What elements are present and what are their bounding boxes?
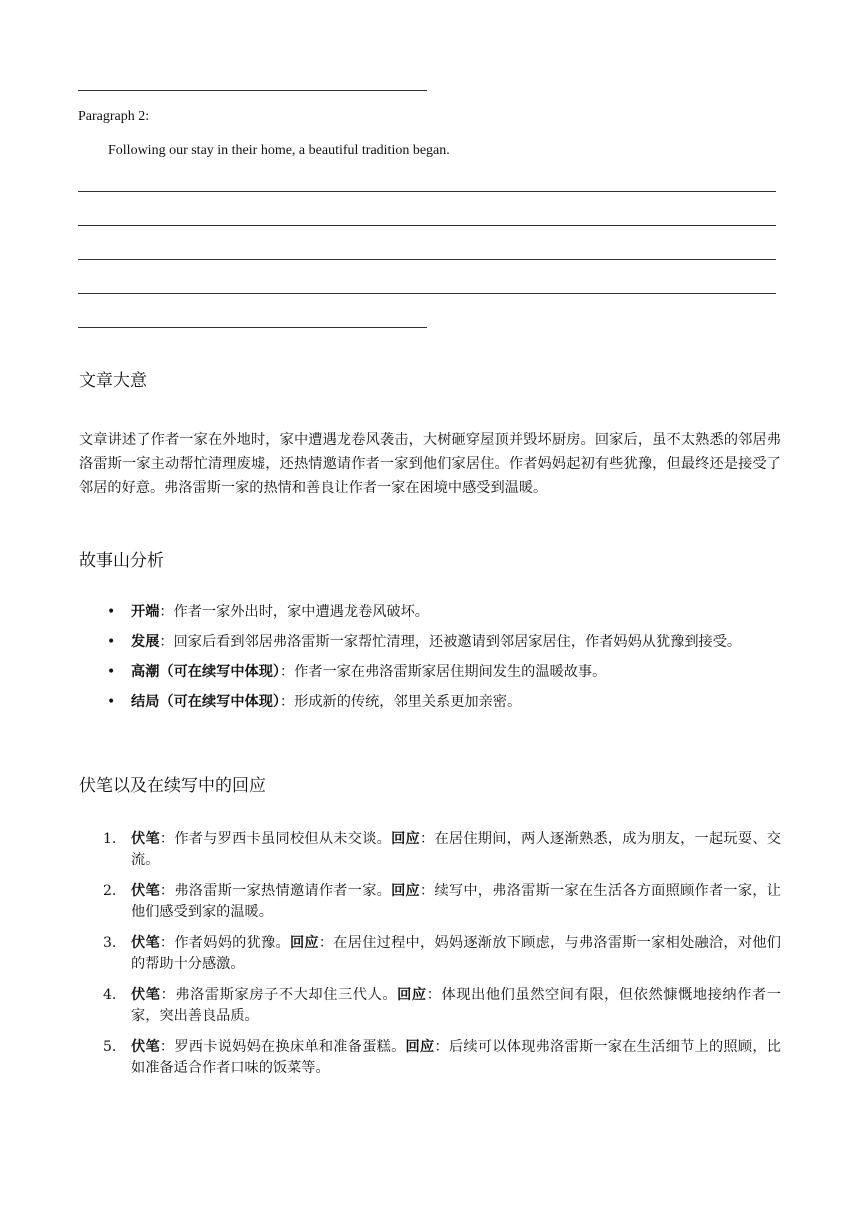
item-text: ：续写中，弗洛雷斯一家在生活各方面照顾作者一家，让他们感受到家的温暖。 <box>131 883 781 920</box>
item-text: 形成新的传统，邻里关系更加亲密。 <box>294 694 522 710</box>
bullet-icon: • <box>107 664 116 680</box>
item-key: 伏笔 <box>131 987 161 1003</box>
writing-line <box>78 191 776 192</box>
foreshadowing-list <box>0 829 860 1089</box>
item-text: ：后续可以体现弗洛雷斯一家在生活细节上的照顾，比如准备适合作者口味的饭菜等。 <box>131 1039 781 1076</box>
item-key: 伏笔 <box>131 935 160 951</box>
item-key: 高潮（可在续写中体现） <box>131 664 280 680</box>
writing-line <box>78 259 776 260</box>
list-item <box>107 632 781 653</box>
item-text: ：弗洛雷斯一家热情邀请作者一家。 <box>159 883 392 899</box>
item-separator: ： <box>159 634 174 650</box>
item-text: 作者一家外出时，家中遭遇龙卷风破坏。 <box>173 604 429 620</box>
item-text: 作者一家在弗洛雷斯家居住期间发生的温暖故事。 <box>294 664 607 680</box>
item-key: 回应 <box>405 1039 435 1055</box>
list-item <box>103 1037 781 1079</box>
item-separator: ： <box>279 664 295 680</box>
item-number: 5. <box>103 1039 117 1055</box>
item-text: ：弗洛雷斯家房子不大却住三代人。 <box>160 987 398 1003</box>
item-key: 结局（可在续写中体现） <box>131 694 280 710</box>
bullet-icon: • <box>107 634 116 650</box>
item-key: 回应 <box>391 831 420 847</box>
paragraph-label: Paragraph 2: <box>78 109 150 124</box>
bullet-icon: • <box>107 604 116 620</box>
item-text: ：作者与罗西卡虽同校但从未交谈。 <box>159 831 392 847</box>
item-separator: ： <box>159 604 174 620</box>
item-text: ：在居住期间，两人逐渐熟悉，成为朋友，一起玩耍、交流。 <box>131 831 781 868</box>
story-mountain-heading: 故事山分析 <box>79 551 164 571</box>
item-text: ：罗西卡说妈妈在换床单和准备蛋糕。 <box>159 1039 406 1055</box>
item-key: 伏笔 <box>131 1039 160 1055</box>
item-key: 开端 <box>131 604 160 620</box>
list-item <box>103 829 781 871</box>
item-text: ：作者妈妈的犹豫。 <box>159 935 290 951</box>
list-item <box>103 881 781 923</box>
foreshadowing-heading: 伏笔以及在续写中的回应 <box>79 776 266 796</box>
item-number: 3. <box>103 935 117 951</box>
summary-heading: 文章大意 <box>79 371 147 391</box>
list-item <box>103 933 781 975</box>
item-key: 回应 <box>391 883 420 899</box>
item-text: ：在居住过程中，妈妈逐渐放下顾虑，与弗洛雷斯一家相处融洽，对他们的帮助十分感激。 <box>131 935 781 972</box>
list-item <box>107 692 781 713</box>
item-key: 伏笔 <box>131 831 160 847</box>
writing-line <box>78 327 427 328</box>
summary-text: 文章讲述了作者一家在外地时，家中遭遇龙卷风袭击，大树砸穿屋顶并毁坏厨房。回家后，虽不太熟悉的邻居弗洛雷斯一家主动帮忙清理废墟，还热情邀请作者一家到他们家居住。作者妈妈起初有些犹豫，但最终还是接受了邻居的好意。弗洛雷斯一家的热情和善良让作者一家在困境中感受到温暖。 <box>79 432 781 496</box>
story-mountain-list <box>0 602 860 722</box>
list-item <box>107 662 781 683</box>
writing-line <box>78 90 427 91</box>
item-key: 回应 <box>397 987 427 1003</box>
bullet-icon: • <box>107 694 116 710</box>
list-item <box>103 985 781 1027</box>
item-key: 回应 <box>289 935 319 951</box>
opening-sentence: Following our stay in their home, a beautiful tradition began. <box>108 143 450 158</box>
writing-line <box>78 293 776 294</box>
item-number: 1. <box>103 831 117 847</box>
item-text: 回家后看到邻居弗洛雷斯一家帮忙清理，还被邀请到邻居家居住，作者妈妈从犹豫到接受。 <box>173 634 742 650</box>
item-number: 4. <box>103 987 117 1003</box>
item-key: 伏笔 <box>131 883 160 899</box>
item-number: 2. <box>103 883 117 899</box>
item-key: 发展 <box>131 634 160 650</box>
list-item <box>107 602 781 623</box>
writing-line <box>78 225 776 226</box>
item-text: ：体现出他们虽然空间有限，但依然慷慨地接纳作者一家，突出善良品质。 <box>131 987 781 1024</box>
item-separator: ： <box>279 694 295 710</box>
